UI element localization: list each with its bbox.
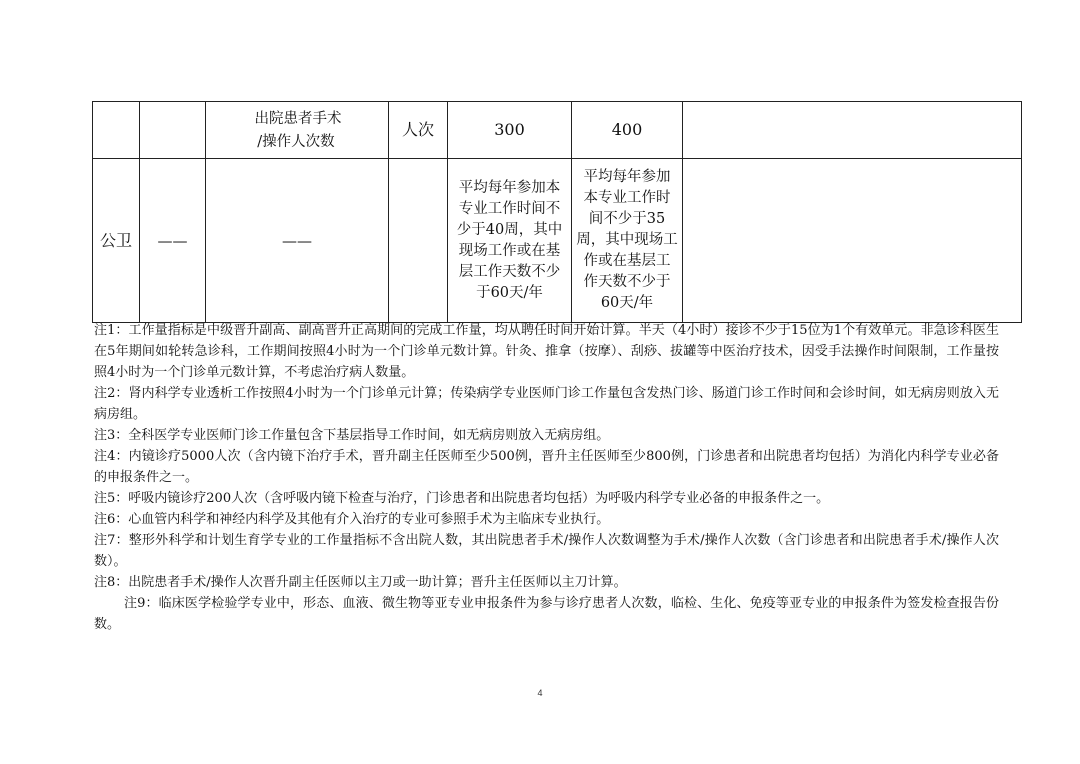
requirement-a-text: 平均每年参加本 专业工作时间不 少于40周，其中 现场工作或在基 层工作天数不少 于60天/年	[456, 179, 563, 301]
note-9: 注9：临床医学检验学专业中，形态、血液、微生物等亚专业申报条件为参与诊疗患者人次数，临检、生化、免疫等亚专业的申报条件为签发检查报告份数。	[94, 596, 999, 632]
note-5: 注5：呼吸内镜诊疗200人次（含呼吸内镜下检查与治疗，门诊患者和出院患者均包括）为呼吸内科学专业必备的申报条件之一。	[94, 491, 830, 506]
table-notes	[94, 320, 999, 635]
table-row	[93, 159, 1022, 323]
workload-table	[92, 101, 1022, 323]
page-number: 4	[537, 688, 543, 698]
note-6: 注6：心血管内科学和神经内科学及其他有介入治疗的专业可参照手术为主临床专业执行。	[94, 512, 610, 527]
requirement-b-text: 平均每年参加 本专业工作时 间不少于35 周，其中现场工 作或在基层工 作天数不少于 60天/年	[576, 169, 678, 311]
note-2: 注2：肾内科学专业透析工作按照4小时为一个门诊单元计算；传染病学专业医师门诊工作量包含发热门诊、肠道门诊工作时间和会诊时间，如无病房则放入无病房组。	[94, 386, 999, 422]
table-cell-empty	[93, 102, 140, 159]
table-cell-empty	[140, 102, 206, 159]
table-cell-value-a	[448, 102, 572, 159]
value-a: 300	[494, 120, 525, 139]
note-3: 注3：全科医学专业医师门诊工作量包含下基层指导工作时间，如无病房则放入无病房组。	[94, 428, 610, 443]
table-cell-requirement-a	[448, 159, 572, 323]
dash-text: ——	[282, 231, 312, 250]
table-cell-empty	[683, 159, 1022, 323]
dash-text: ——	[157, 231, 188, 250]
table-cell-item	[206, 102, 389, 159]
item-label: 出院患者手术 /操作人次数	[254, 111, 342, 150]
category-label: 公卫	[99, 230, 132, 250]
table-cell-category	[93, 159, 140, 323]
table-cell-dash	[206, 159, 389, 323]
value-b: 400	[611, 120, 643, 139]
table-cell-empty	[389, 159, 448, 323]
table-row	[93, 102, 1022, 159]
table-cell-empty	[683, 102, 1022, 159]
table-cell-value-b	[572, 102, 683, 159]
unit-label: 人次	[401, 120, 434, 139]
table-cell-requirement-b	[572, 159, 683, 323]
note-1: 注1：工作量指标是中级晋升副高、副高晋升正高期间的完成工作量，均从聘任时间开始计算。半天（4小时）接诊不少于15位为1个有效单元。非急诊科医生在5年期间如轮转急诊科，工作期间按照4小时为一个门诊单元数计算。针灸、推拿（按摩）、刮痧、拔罐等中医治疗技术，因受手法操作时间限制，工作量按照4小时为一个门诊单元数计算，不考虑治疗病人数量。	[94, 323, 999, 380]
note-4: 注4：内镜诊疗5000人次（含内镜下治疗手术，晋升副主任医师至少500例，晋升主任医师至少800例，门诊患者和出院患者均包括）为消化内科学专业必备的申报条件之一。	[94, 449, 999, 485]
note-8: 注8：出院患者手术/操作人次晋升副主任医师以主刀或一助计算；晋升主任医师以主刀计算。	[94, 575, 627, 590]
note-7: 注7：整形外科学和计划生育学专业的工作量指标不含出院人数，其出院患者手术/操作人次数调整为手术/操作人次数（含门诊患者和出院患者手术/操作人次数）。	[94, 533, 999, 569]
table-cell-dash	[140, 159, 206, 323]
table-cell-unit	[389, 102, 448, 159]
